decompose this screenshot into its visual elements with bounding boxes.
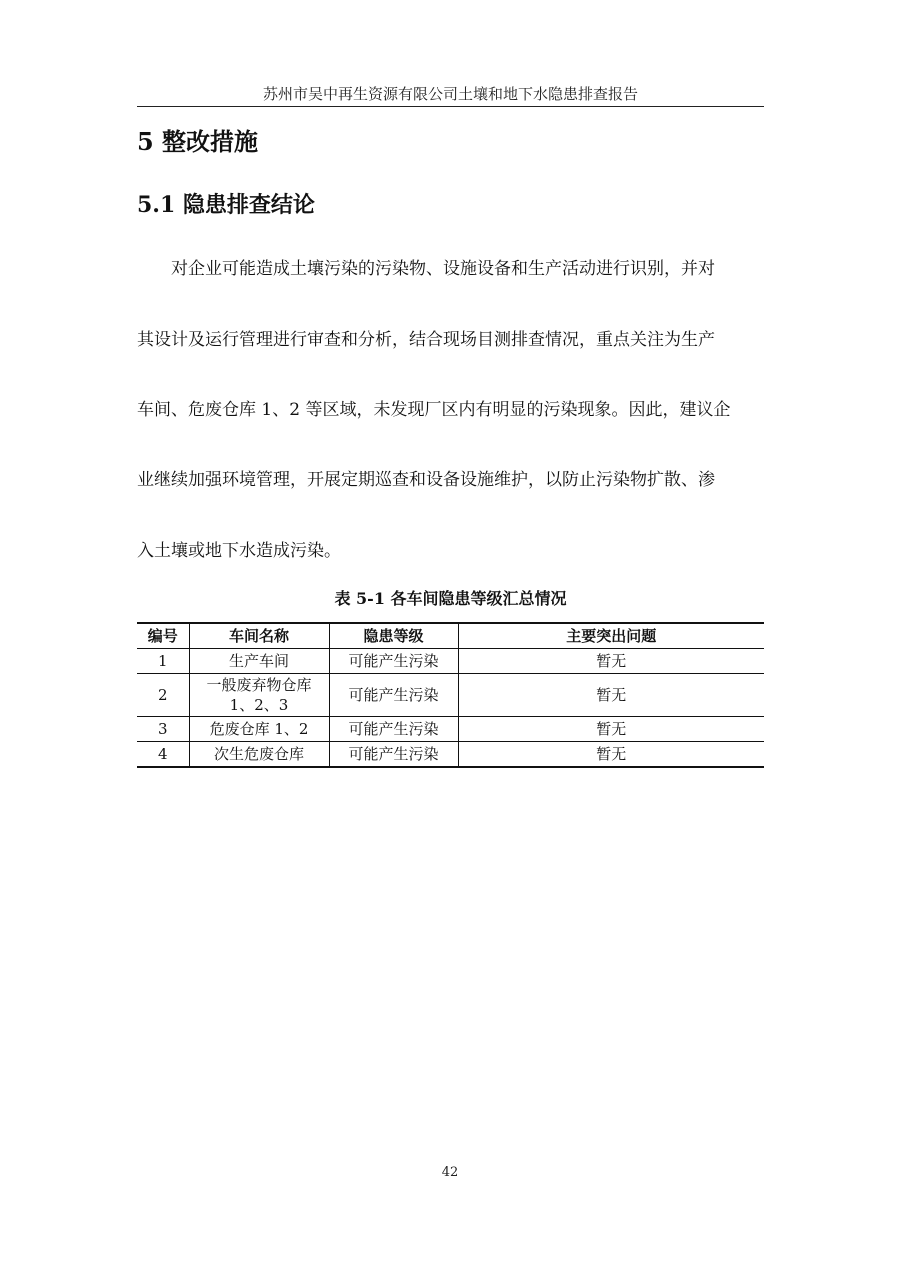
cell-main-issue: 暂无: [458, 674, 764, 717]
header-number: 编号: [137, 623, 189, 649]
cell-workshop-name-line: 一般废弃物仓库: [206, 676, 312, 694]
table-row: [137, 674, 764, 717]
hazard-summary-table: [137, 622, 764, 768]
header-workshop-name: 车间名称: [189, 623, 329, 649]
table-header-row: [137, 623, 764, 649]
cell-number: 1: [137, 649, 189, 674]
cell-workshop-name-line: 1、2、3: [229, 696, 289, 714]
chapter-title: 5 整改措施: [137, 127, 259, 156]
cell-main-issue: 暂无: [458, 649, 764, 674]
paragraph-line: 其设计及运行管理进行审查和分析，结合现场目测排查情况，重点关注为生产: [137, 330, 715, 350]
cell-workshop-name: 危废仓库 1、2: [189, 717, 329, 742]
header-hazard-level: 隐患等级: [329, 623, 458, 649]
cell-number: 4: [137, 742, 189, 768]
header-divider: [137, 106, 764, 107]
cell-number: 2: [137, 674, 189, 717]
paragraph-line: 入土壤或地下水造成污染。: [137, 541, 341, 561]
page-number: 42: [441, 1165, 459, 1180]
cell-workshop-name: 生产车间: [189, 649, 329, 674]
cell-hazard-level: 可能产生污染: [329, 742, 458, 768]
paragraph-line: 业继续加强环境管理，开展定期巡查和设备设施维护，以防止污染物扩散、渗: [137, 470, 715, 490]
table-row: [137, 742, 764, 768]
cell-workshop-name: [189, 674, 329, 717]
table-caption: 表 5-1 各车间隐患等级汇总情况: [334, 589, 567, 608]
cell-hazard-level: 可能产生污染: [329, 649, 458, 674]
paragraph-line: 对企业可能造成土壤污染的污染物、设施设备和生产活动进行识别，并对: [171, 259, 715, 279]
cell-hazard-level: 可能产生污染: [329, 717, 458, 742]
section-title: 5.1 隐患排查结论: [137, 192, 315, 218]
header-main-issue: 主要突出问题: [458, 623, 764, 649]
table-row: [137, 717, 764, 742]
page-header: 苏州市吴中再生资源有限公司土壤和地下水隐患排查报告: [262, 85, 638, 103]
paragraph-line: 车间、危废仓库 1、2 等区域，未发现厂区内有明显的污染现象。因此，建议企: [137, 400, 731, 420]
cell-number: 3: [137, 717, 189, 742]
cell-hazard-level: 可能产生污染: [329, 674, 458, 717]
cell-main-issue: 暂无: [458, 717, 764, 742]
cell-main-issue: 暂无: [458, 742, 764, 768]
table-row: [137, 649, 764, 674]
cell-workshop-name: 次生危废仓库: [189, 742, 329, 768]
